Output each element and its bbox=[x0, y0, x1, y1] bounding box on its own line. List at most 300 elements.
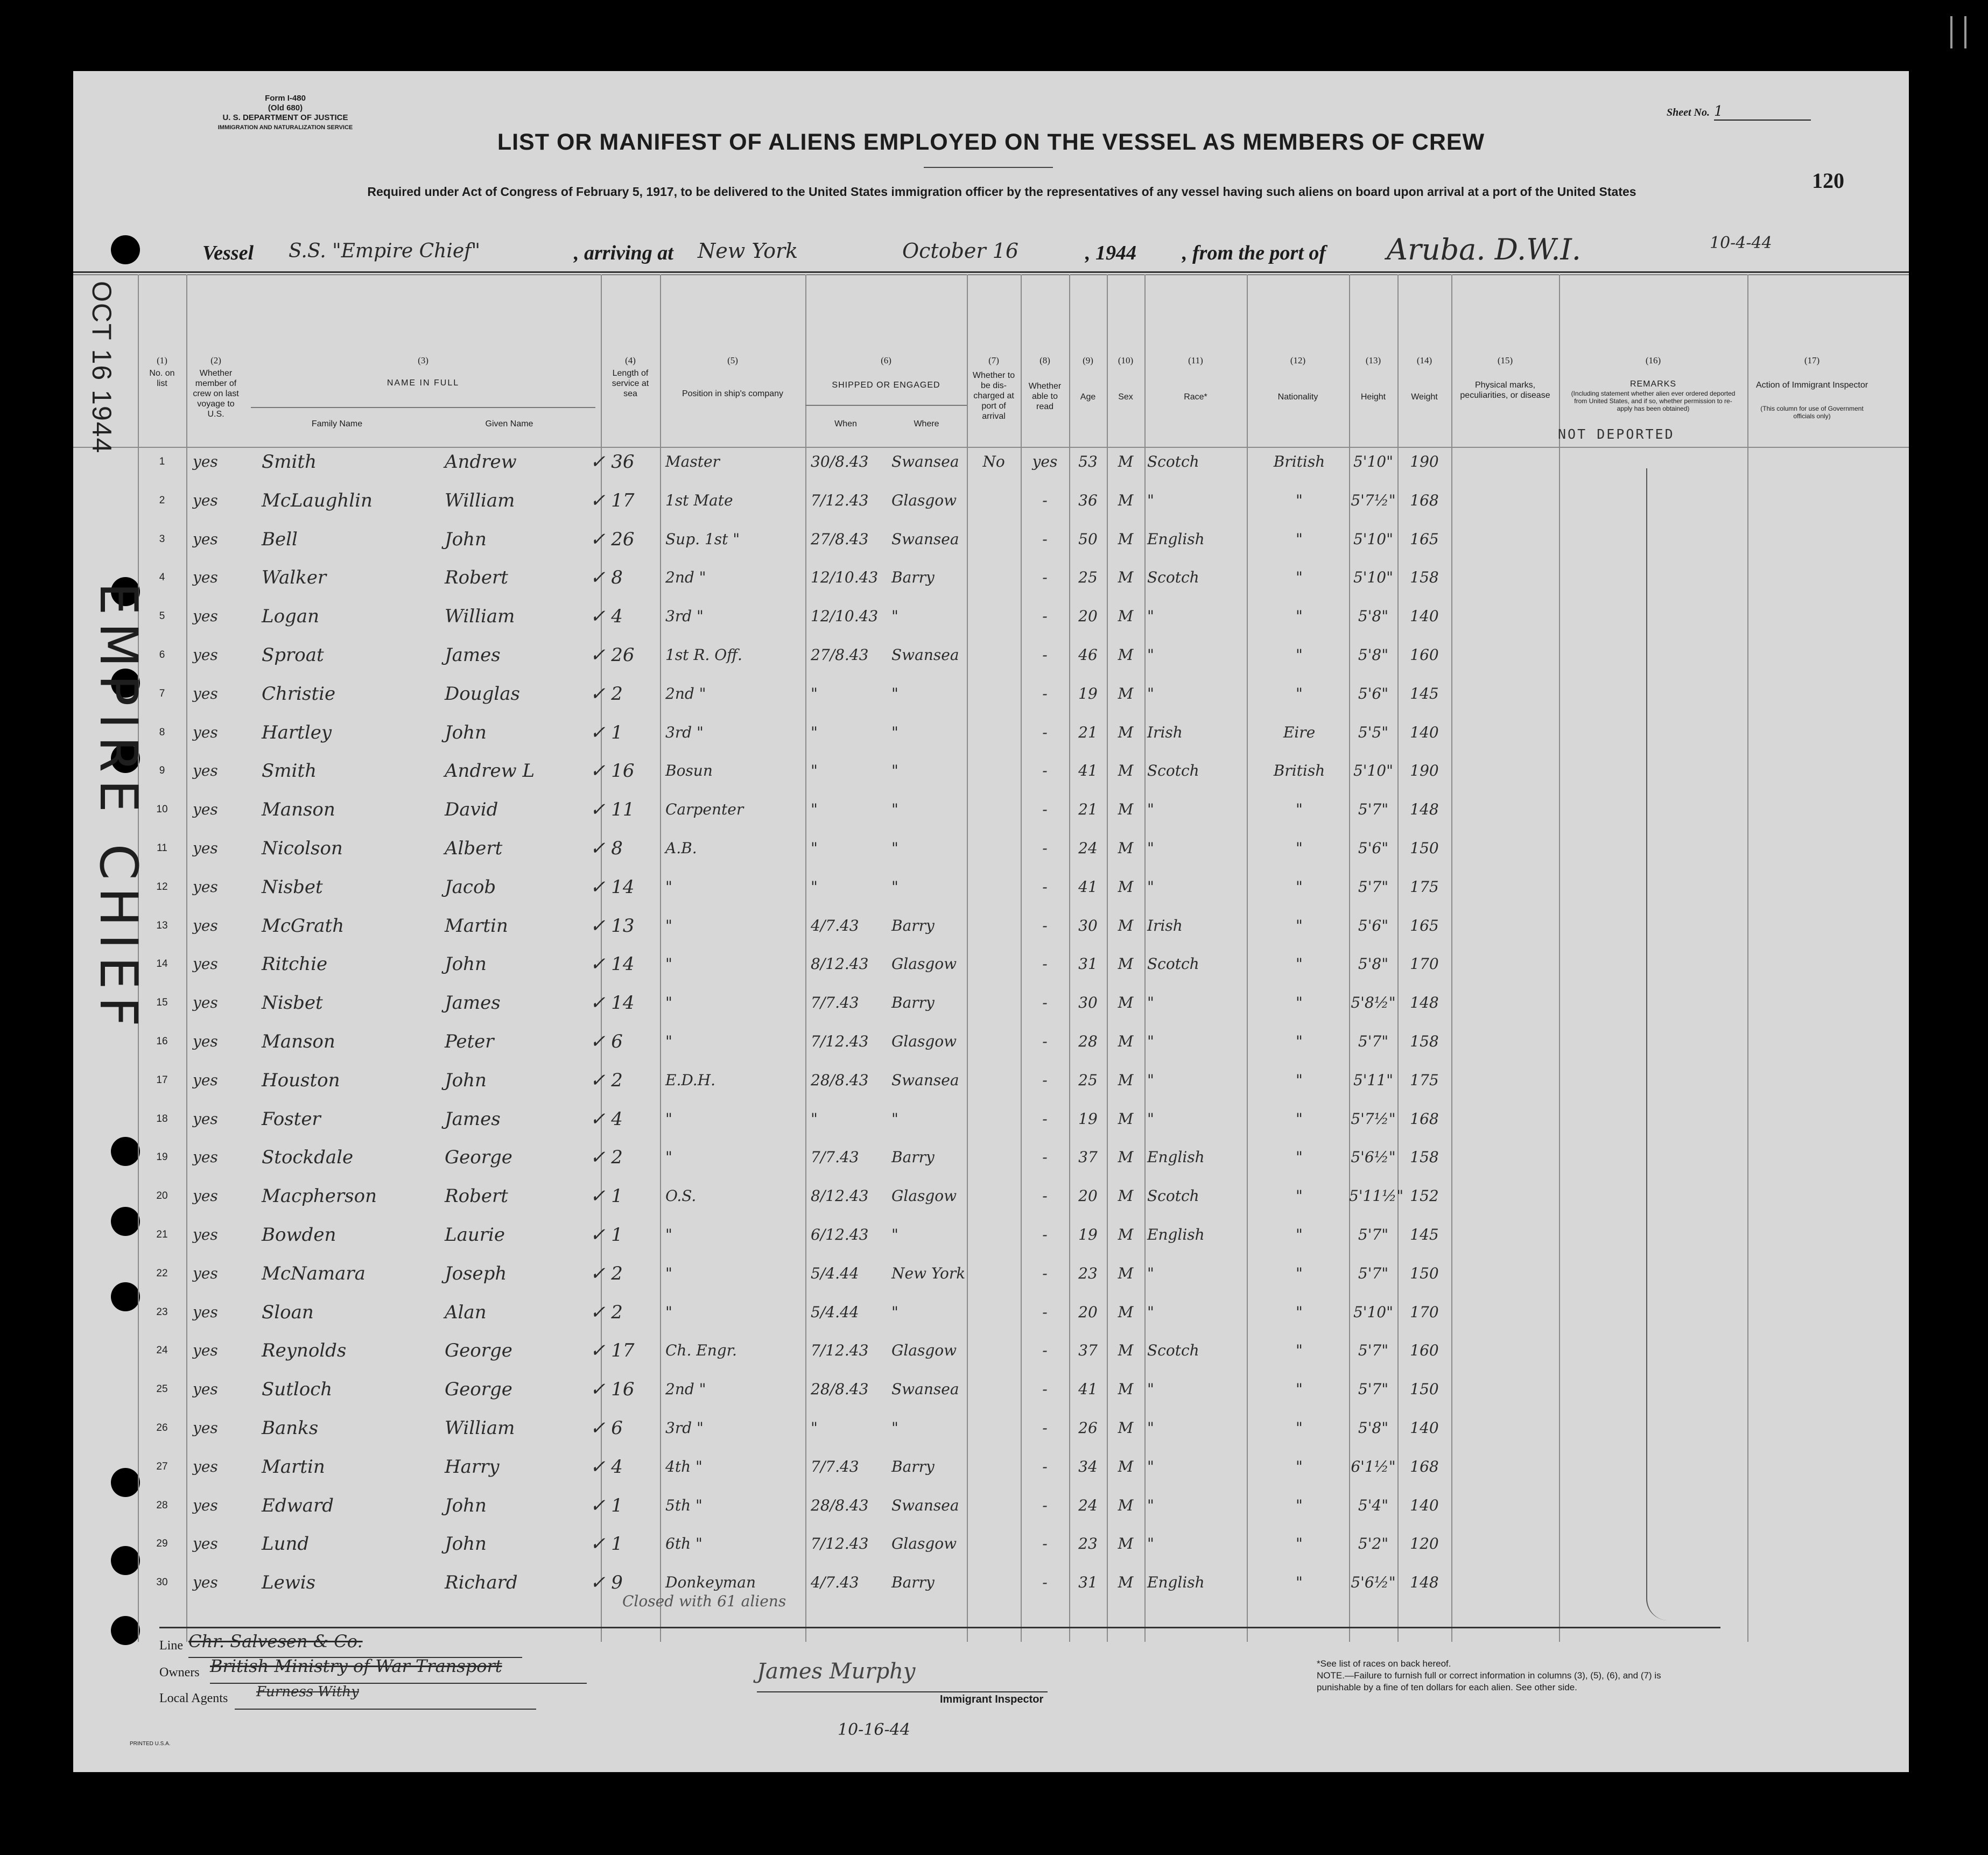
remarks-not-deported: NOT DEPORTED bbox=[1558, 426, 1675, 442]
cell-family: Nisbet bbox=[262, 876, 323, 898]
cell-discharged bbox=[970, 1563, 1018, 1602]
cell-read: - bbox=[1042, 568, 1048, 586]
cell-when: 30/8.43 bbox=[811, 453, 869, 470]
cell-where: Barry bbox=[891, 917, 935, 934]
cell-sex: M bbox=[1118, 530, 1134, 548]
cell-height: 5'8" bbox=[1358, 607, 1389, 625]
table-row bbox=[73, 442, 1909, 481]
cell-position: Bosun bbox=[665, 762, 713, 779]
cell-sex: M bbox=[1118, 878, 1134, 896]
cell-nationality: " bbox=[1296, 1380, 1303, 1398]
cell-height: 5'7" bbox=[1358, 1032, 1389, 1050]
cell-where: " bbox=[891, 607, 898, 625]
table-row bbox=[73, 558, 1909, 597]
table-row bbox=[73, 520, 1909, 559]
cell-sex: M bbox=[1118, 994, 1134, 1011]
page-number: 120 bbox=[1812, 168, 1844, 193]
cell-discharged bbox=[970, 983, 1018, 1022]
cell-nationality: " bbox=[1296, 878, 1303, 896]
cell-given: John bbox=[445, 722, 487, 743]
column-number: (13) bbox=[1365, 355, 1381, 366]
cell-position: 3rd " bbox=[665, 607, 704, 625]
cell-height: 5'8½" bbox=[1351, 994, 1396, 1011]
cell-service: ✓ 6 bbox=[590, 1417, 623, 1439]
title-divider bbox=[924, 167, 1053, 168]
cell-weight: 140 bbox=[1410, 1419, 1439, 1437]
cell-position: 2nd " bbox=[665, 568, 706, 586]
column-number: (16) bbox=[1645, 355, 1661, 366]
cell-family: Nisbet bbox=[262, 992, 323, 1014]
cell-nationality: " bbox=[1296, 491, 1303, 509]
service-name: IMMIGRATION AND NATURALIZATION SERVICE bbox=[217, 124, 353, 131]
cell-sex: M bbox=[1118, 1303, 1134, 1321]
cell-service: ✓ 4 bbox=[590, 1456, 623, 1478]
cell-sex: M bbox=[1118, 1573, 1134, 1591]
table-row bbox=[73, 1331, 1909, 1370]
cell-where: Swansea bbox=[891, 1071, 959, 1089]
column-header-physical-marks: Physical marks, peculiarities, or disease bbox=[1460, 381, 1550, 400]
cell-sex: M bbox=[1118, 685, 1134, 702]
cell-nationality: " bbox=[1296, 1187, 1303, 1205]
column-number: (11) bbox=[1188, 355, 1203, 366]
cell-family: McLaughlin bbox=[262, 490, 373, 511]
column-number: (4) bbox=[625, 355, 636, 366]
cell-race: " bbox=[1147, 685, 1154, 702]
cell-family: Macpherson bbox=[262, 1185, 377, 1207]
cell-position: O.S. bbox=[665, 1187, 697, 1205]
cell-read: - bbox=[1042, 530, 1048, 548]
table-row bbox=[73, 1486, 1909, 1525]
cell-sex: M bbox=[1118, 762, 1134, 779]
cell-weight: 145 bbox=[1410, 685, 1439, 702]
cell-age: 30 bbox=[1078, 917, 1098, 934]
cell-height: 5'6½" bbox=[1351, 1148, 1396, 1166]
cell-age: 26 bbox=[1078, 1419, 1098, 1437]
cell-where: Glasgow bbox=[891, 1187, 957, 1205]
cell-discharged bbox=[970, 1293, 1018, 1332]
cell-sex: M bbox=[1118, 800, 1134, 818]
table-row bbox=[73, 597, 1909, 636]
table-row bbox=[73, 1215, 1909, 1254]
cell-service: ✓ 6 bbox=[590, 1031, 623, 1052]
table-row bbox=[73, 945, 1909, 983]
cell-sex: M bbox=[1118, 1380, 1134, 1398]
cell-no: 7 bbox=[159, 688, 165, 699]
column-header-remarks: REMARKS bbox=[1629, 380, 1677, 389]
cell-weight: 145 bbox=[1410, 1226, 1439, 1243]
cell-prev: yes bbox=[193, 917, 218, 934]
cell-given: James bbox=[445, 1108, 501, 1130]
column-number: (6) bbox=[881, 355, 891, 366]
cell-age: 53 bbox=[1078, 453, 1098, 470]
cell-age: 50 bbox=[1078, 530, 1098, 548]
cell-age: 21 bbox=[1078, 723, 1098, 741]
cell-no: 26 bbox=[156, 1422, 168, 1434]
cell-given: George bbox=[445, 1379, 512, 1400]
cell-given: Robert bbox=[445, 567, 508, 588]
cell-age: 31 bbox=[1078, 955, 1098, 973]
column-header-sex: Sex bbox=[1118, 392, 1133, 402]
cell-age: 41 bbox=[1078, 878, 1098, 896]
cell-where: Barry bbox=[891, 568, 935, 586]
cell-discharged bbox=[970, 597, 1018, 636]
cell-sex: M bbox=[1118, 917, 1134, 934]
cell-age: 24 bbox=[1078, 839, 1098, 857]
cell-where: Barry bbox=[891, 994, 935, 1011]
cell-where: " bbox=[891, 1419, 898, 1437]
table-row bbox=[73, 1563, 1909, 1602]
cell-weight: 140 bbox=[1410, 723, 1439, 741]
cell-given: Jacob bbox=[445, 876, 496, 898]
cell-no: 9 bbox=[159, 765, 165, 776]
cell-sex: M bbox=[1118, 1535, 1134, 1552]
cell-height: 5'11" bbox=[1353, 1071, 1394, 1089]
cell-read: - bbox=[1042, 491, 1048, 509]
footer-notes bbox=[1317, 1658, 1694, 1694]
cell-where: New York bbox=[891, 1264, 966, 1282]
column-number: (2) bbox=[210, 355, 221, 366]
column-number: (8) bbox=[1039, 355, 1050, 366]
cell-position: 4th " bbox=[665, 1458, 703, 1475]
cell-sex: M bbox=[1118, 1071, 1134, 1089]
cell-race: English bbox=[1147, 530, 1205, 548]
cell-height: 5'6" bbox=[1358, 917, 1389, 934]
column-header-inspector-note: (This column for use of Government officials only) bbox=[1760, 405, 1864, 420]
cell-race: " bbox=[1147, 1032, 1154, 1050]
cell-no: 19 bbox=[156, 1151, 168, 1163]
cell-given: Andrew bbox=[445, 451, 517, 473]
cell-height: 5'7½" bbox=[1351, 491, 1396, 509]
cell-sex: M bbox=[1118, 723, 1134, 741]
cell-discharged bbox=[970, 1254, 1018, 1293]
cell-position: Ch. Engr. bbox=[665, 1341, 737, 1359]
table-row bbox=[73, 674, 1909, 713]
cell-weight: 158 bbox=[1410, 568, 1439, 586]
cell-race: Scotch bbox=[1147, 1341, 1199, 1359]
cell-prev: yes bbox=[193, 1264, 218, 1282]
agents-rule bbox=[235, 1709, 536, 1710]
cell-position: 1st R. Off. bbox=[665, 646, 742, 664]
cell-discharged bbox=[970, 1331, 1018, 1370]
cell-race: " bbox=[1147, 878, 1154, 896]
inspector-signature: James Murphy bbox=[757, 1659, 916, 1684]
table-row bbox=[73, 790, 1909, 829]
cell-service: ✓ 14 bbox=[590, 992, 635, 1014]
cell-weight: 168 bbox=[1410, 491, 1439, 509]
page-title: LIST OR MANIFEST OF ALIENS EMPLOYED ON THE VESSEL AS MEMBERS OF CREW bbox=[497, 129, 1485, 155]
cell-family: Ritchie bbox=[262, 953, 328, 975]
table-row bbox=[73, 868, 1909, 907]
shipped-header-rule bbox=[805, 405, 967, 406]
cell-height: 5'8" bbox=[1358, 1419, 1389, 1437]
cell-when: 12/10.43 bbox=[811, 568, 879, 586]
cell-when: 4/7.43 bbox=[811, 1573, 859, 1591]
cell-given: John bbox=[445, 529, 487, 550]
cell-position: 2nd " bbox=[665, 1380, 706, 1398]
cell-discharged bbox=[970, 1448, 1018, 1486]
cell-race: English bbox=[1147, 1148, 1205, 1166]
cell-nationality: " bbox=[1296, 646, 1303, 664]
cell-prev: yes bbox=[193, 607, 218, 625]
column-number: (7) bbox=[988, 355, 999, 366]
arrival-date: October 16 bbox=[902, 239, 1018, 263]
cell-when: " bbox=[811, 1110, 818, 1128]
cell-read: - bbox=[1042, 1458, 1048, 1475]
cell-race: " bbox=[1147, 1303, 1154, 1321]
agents-value: Furness Withy bbox=[256, 1684, 359, 1700]
line-value: Chr. Salvesen & Co. bbox=[188, 1631, 363, 1652]
column-header-given-name: Given Name bbox=[485, 419, 533, 428]
cell-family: Walker bbox=[262, 567, 327, 588]
column-header-family-name: Family Name bbox=[311, 419, 363, 428]
cell-given: John bbox=[445, 953, 487, 975]
column-header-position: Position in ship's company bbox=[682, 389, 784, 398]
cell-where: Swansea bbox=[891, 530, 959, 548]
column-number: (5) bbox=[727, 355, 738, 366]
cell-nationality: " bbox=[1296, 955, 1303, 973]
cell-sex: M bbox=[1118, 568, 1134, 586]
cell-position: 6th " bbox=[665, 1535, 703, 1552]
cell-sex: M bbox=[1118, 491, 1134, 509]
column-header-prev-voyage: Whether member of crew on last voyage to U.S. bbox=[193, 369, 239, 419]
cell-family: Banks bbox=[262, 1417, 319, 1439]
owners-value: British Ministry of War Transport bbox=[210, 1656, 502, 1676]
cell-service: ✓ 2 bbox=[590, 1302, 623, 1323]
sheet-number bbox=[1667, 103, 1811, 121]
from-port-label: , from the port of bbox=[1182, 242, 1326, 264]
cell-sex: M bbox=[1118, 1226, 1134, 1243]
cell-height: 5'7" bbox=[1358, 1264, 1389, 1282]
cell-read: yes bbox=[1032, 453, 1058, 470]
table-row bbox=[73, 983, 1909, 1022]
cell-no: 24 bbox=[156, 1345, 168, 1356]
cell-given: John bbox=[445, 1533, 487, 1555]
cell-family: Smith bbox=[262, 451, 317, 473]
cell-where: Swansea bbox=[891, 453, 959, 470]
cell-read: - bbox=[1042, 1341, 1048, 1359]
arrival-year: , 1944 bbox=[1085, 242, 1136, 264]
cell-family: Smith bbox=[262, 760, 317, 782]
cell-read: - bbox=[1042, 800, 1048, 818]
cell-weight: 175 bbox=[1410, 1071, 1439, 1089]
cell-no: 14 bbox=[156, 958, 168, 969]
cell-discharged bbox=[970, 1370, 1018, 1409]
cell-race: Scotch bbox=[1147, 453, 1199, 470]
cell-nationality: " bbox=[1296, 800, 1303, 818]
cell-given: George bbox=[445, 1147, 512, 1168]
cell-height: 5'7" bbox=[1358, 878, 1389, 896]
cell-service: ✓ 2 bbox=[590, 1147, 623, 1168]
cell-given: James bbox=[445, 992, 501, 1014]
cell-no: 29 bbox=[156, 1538, 168, 1549]
cell-when: 7/12.43 bbox=[811, 1535, 869, 1552]
cell-no: 23 bbox=[156, 1306, 168, 1318]
cell-service: ✓ 8 bbox=[590, 567, 623, 588]
cell-race: " bbox=[1147, 491, 1154, 509]
cell-position: " bbox=[665, 1303, 672, 1321]
cell-position: " bbox=[665, 1264, 672, 1282]
cell-prev: yes bbox=[193, 1032, 218, 1050]
cell-read: - bbox=[1042, 1226, 1048, 1243]
column-header-shipped: SHIPPED OR ENGAGED bbox=[832, 381, 940, 390]
cell-race: Scotch bbox=[1147, 955, 1199, 973]
cell-weight: 168 bbox=[1410, 1458, 1439, 1475]
cell-nationality: " bbox=[1296, 1110, 1303, 1128]
cell-discharged bbox=[970, 868, 1018, 907]
cell-discharged bbox=[970, 1409, 1018, 1448]
cell-service: ✓ 1 bbox=[590, 722, 623, 743]
cell-family: Bowden bbox=[262, 1224, 336, 1246]
cell-read: - bbox=[1042, 878, 1048, 896]
cell-nationality: " bbox=[1296, 917, 1303, 934]
cell-prev: yes bbox=[193, 839, 218, 857]
cell-sex: M bbox=[1118, 955, 1134, 973]
cell-where: Barry bbox=[891, 1573, 935, 1591]
cell-discharged bbox=[970, 751, 1018, 790]
cell-weight: 150 bbox=[1410, 839, 1439, 857]
table-row bbox=[73, 1370, 1909, 1409]
cell-no: 10 bbox=[156, 804, 168, 815]
cell-sex: M bbox=[1118, 1496, 1134, 1514]
cell-service: ✓ 4 bbox=[590, 606, 623, 627]
cell-race: " bbox=[1147, 800, 1154, 818]
cell-discharged bbox=[970, 713, 1018, 752]
cell-age: 23 bbox=[1078, 1535, 1098, 1552]
cell-no: 1 bbox=[159, 456, 165, 467]
cell-when: " bbox=[811, 723, 818, 741]
cell-service: ✓ 36 bbox=[590, 451, 635, 473]
cell-race: " bbox=[1147, 1380, 1154, 1398]
agents-label: Local Agents bbox=[159, 1691, 228, 1705]
cell-discharged bbox=[970, 1177, 1018, 1215]
cell-age: 20 bbox=[1078, 607, 1098, 625]
cell-height: 5'10" bbox=[1353, 568, 1394, 586]
cell-race: Scotch bbox=[1147, 568, 1199, 586]
cell-given: William bbox=[445, 490, 515, 511]
column-header-where: Where bbox=[914, 419, 939, 428]
cell-race: " bbox=[1147, 1264, 1154, 1282]
cell-family: Stockdale bbox=[262, 1147, 354, 1168]
cell-nationality: " bbox=[1296, 1303, 1303, 1321]
cell-when: 7/12.43 bbox=[811, 491, 869, 509]
ship-name-margin-text: EMPIRE CHIEF bbox=[88, 582, 149, 1034]
cell-where: " bbox=[891, 1110, 898, 1128]
cell-height: 5'6" bbox=[1358, 839, 1389, 857]
cell-weight: 170 bbox=[1410, 1303, 1439, 1321]
cell-position: 2nd " bbox=[665, 685, 706, 702]
cell-nationality: " bbox=[1296, 1496, 1303, 1514]
cell-read: - bbox=[1042, 646, 1048, 664]
cell-service: ✓ 9 bbox=[590, 1572, 623, 1593]
table-row bbox=[73, 751, 1909, 790]
sheet-number-value: 1 bbox=[1714, 103, 1811, 121]
cell-age: 19 bbox=[1078, 1110, 1098, 1128]
table-row bbox=[73, 907, 1909, 945]
cell-read: - bbox=[1042, 1148, 1048, 1166]
cell-where: " bbox=[891, 839, 898, 857]
departure-date-note: 10-4-44 bbox=[1710, 234, 1772, 252]
column-header-service: Length of service at sea bbox=[612, 369, 649, 398]
cell-height: 5'7" bbox=[1358, 1226, 1389, 1243]
cell-when: 27/8.43 bbox=[811, 530, 869, 548]
cell-weight: 170 bbox=[1410, 955, 1439, 973]
column-number: (12) bbox=[1290, 355, 1306, 366]
cell-no: 11 bbox=[157, 842, 167, 854]
table-row bbox=[73, 1409, 1909, 1448]
date-stamp-text: OCT 16 1944 bbox=[87, 281, 117, 454]
cell-discharged bbox=[970, 1215, 1018, 1254]
cell-service: ✓ 26 bbox=[590, 529, 635, 550]
cell-nationality: " bbox=[1296, 1341, 1303, 1359]
cell-sex: M bbox=[1118, 1110, 1134, 1128]
cell-given: Albert bbox=[445, 838, 503, 859]
cell-nationality: " bbox=[1296, 530, 1303, 548]
cell-service: ✓ 4 bbox=[590, 1108, 623, 1130]
header-rule bbox=[73, 271, 1909, 273]
cell-age: 19 bbox=[1078, 1226, 1098, 1243]
cell-race: " bbox=[1147, 994, 1154, 1011]
cell-family: Hartley bbox=[262, 722, 332, 743]
cell-service: ✓ 1 bbox=[590, 1224, 623, 1246]
cell-age: 37 bbox=[1078, 1148, 1098, 1166]
races-note: *See list of races on back hereof. bbox=[1317, 1659, 1451, 1669]
cell-position: " bbox=[665, 1148, 672, 1166]
cell-given: James bbox=[445, 644, 501, 666]
cell-family: Sproat bbox=[262, 644, 324, 666]
table-row bbox=[73, 1254, 1909, 1293]
column-number: (3) bbox=[418, 355, 428, 366]
cell-read: - bbox=[1042, 1535, 1048, 1552]
cell-weight: 190 bbox=[1410, 453, 1439, 470]
note-label: NOTE. bbox=[1317, 1670, 1345, 1681]
cell-read: - bbox=[1042, 1380, 1048, 1398]
corner-bracket-mark bbox=[1950, 16, 1966, 48]
cell-read: - bbox=[1042, 917, 1048, 934]
cell-prev: yes bbox=[193, 1535, 218, 1552]
cell-race: " bbox=[1147, 1110, 1154, 1128]
table-row bbox=[73, 1448, 1909, 1486]
cell-prev: yes bbox=[193, 1380, 218, 1398]
cell-height: 5'4" bbox=[1358, 1496, 1389, 1514]
cell-weight: 140 bbox=[1410, 607, 1439, 625]
cell-sex: M bbox=[1118, 1148, 1134, 1166]
cell-nationality: " bbox=[1296, 568, 1303, 586]
cell-nationality: " bbox=[1296, 1573, 1303, 1591]
cell-position: " bbox=[665, 917, 672, 934]
cell-no: 3 bbox=[159, 533, 165, 545]
cell-age: 41 bbox=[1078, 762, 1098, 779]
cell-prev: yes bbox=[193, 955, 218, 973]
column-header-discharged: Whether to be dis-charged at port of arrival bbox=[972, 371, 1015, 421]
cell-position: " bbox=[665, 994, 672, 1011]
column-header-age: Age bbox=[1080, 392, 1096, 402]
cell-prev: yes bbox=[193, 1148, 218, 1166]
cell-read: - bbox=[1042, 1110, 1048, 1128]
cell-family: Manson bbox=[262, 799, 335, 820]
cell-position: 5th " bbox=[665, 1496, 703, 1514]
cell-sex: M bbox=[1118, 1419, 1134, 1437]
cell-given: John bbox=[445, 1070, 487, 1091]
cell-no: 30 bbox=[156, 1577, 168, 1588]
line-label: Line bbox=[159, 1639, 183, 1653]
cell-position: " bbox=[665, 1110, 672, 1128]
cell-discharged bbox=[970, 829, 1018, 868]
cell-where: " bbox=[891, 878, 898, 896]
cell-family: Edward bbox=[262, 1495, 334, 1516]
cell-race: " bbox=[1147, 1535, 1154, 1552]
cell-nationality: " bbox=[1296, 1419, 1303, 1437]
cell-nationality: " bbox=[1296, 1226, 1303, 1243]
